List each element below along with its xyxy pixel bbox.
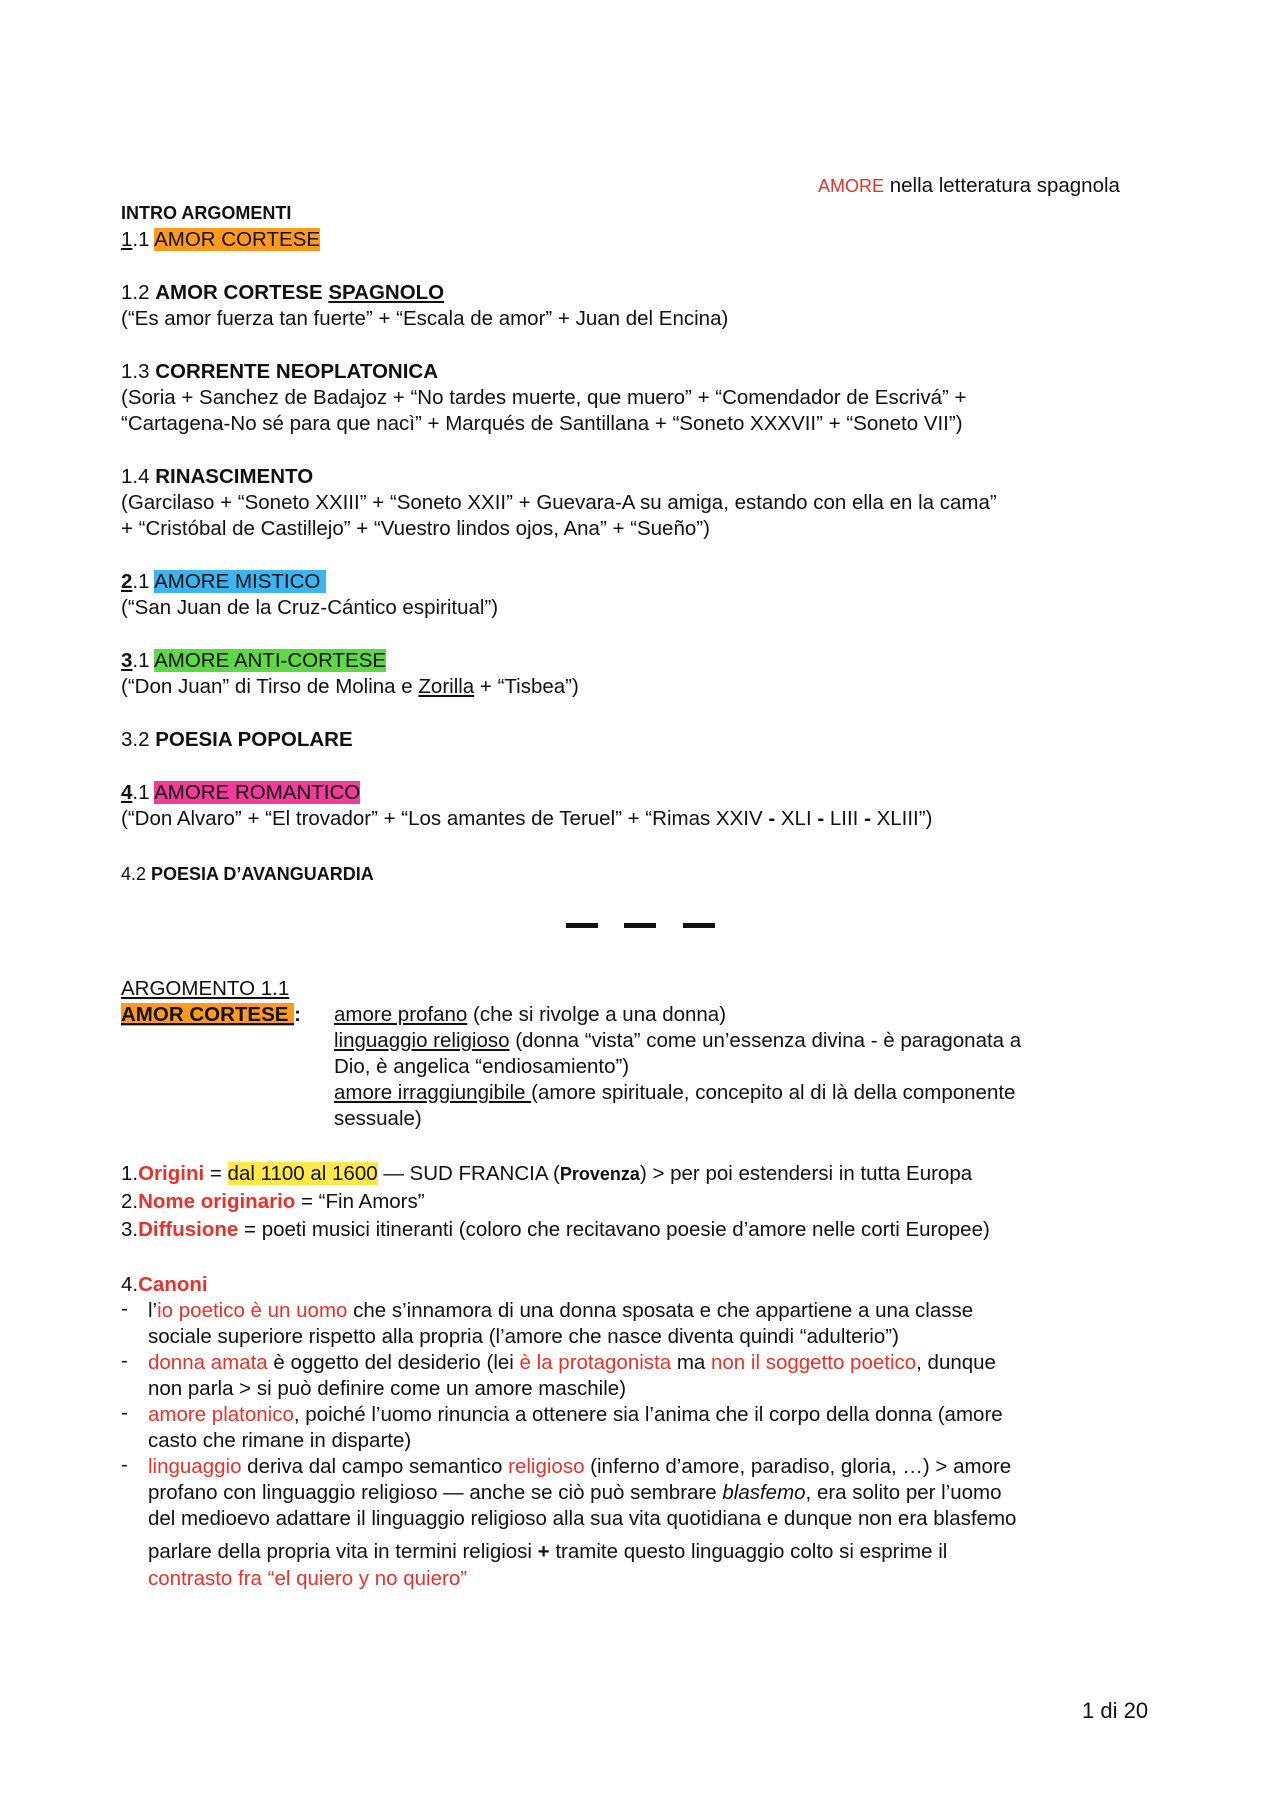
canone-text: profano con linguaggio religioso — anche se ciò può sembrare — [148, 1481, 723, 1504]
definition-text: (donna “vista” come un’essenza divina - è paragonata a — [509, 1029, 1022, 1052]
header-topic-word: AMORE — [818, 176, 885, 196]
desc-underlined: Zorilla — [418, 675, 475, 698]
definition-line-3 — [334, 1080, 1015, 1106]
definition-text: (che si rivolge a una donna) — [467, 1003, 727, 1026]
page-number: 1 di 20 — [1082, 1698, 1149, 1723]
intro-item-2-1-desc: (“San Juan de la Cruz-Cántico espiritual”) — [121, 596, 499, 619]
canone-2-line2: non parla > si può definire come un amore maschile) — [148, 1377, 627, 1400]
desc-separator: - — [864, 807, 871, 830]
canone-keyword: è la protagonista — [519, 1351, 672, 1374]
definition-keyword: amore profano — [334, 1003, 468, 1026]
intro-item-1-2 — [121, 280, 444, 306]
item-label: POESIA D’AVANGUARDIA — [151, 864, 374, 884]
canone-keyword: religioso — [508, 1455, 585, 1478]
document-header — [818, 173, 1120, 199]
item-number-minor: .1 — [132, 649, 155, 672]
argomento-heading: ARGOMENTO 1.1 — [121, 977, 290, 1000]
canone-text: è oggetto del desiderio (lei — [267, 1351, 520, 1374]
definition-colon: : — [294, 1003, 301, 1026]
item-label: AMOR CORTESE — [155, 281, 329, 304]
canone-1-line2: sociale superiore rispetto alla propria (l’amore che nasce diventa quindi “adulterio”) — [148, 1325, 899, 1348]
point-diffusione — [121, 1217, 990, 1243]
item-label: AMORE MISTICO — [154, 570, 326, 593]
desc-part: (“Don Juan” di Tirso de Molina e — [121, 675, 419, 698]
canone-2-line1 — [148, 1350, 996, 1376]
point-text: = poeti musici itineranti (coloro che recitavano poesie d’amore nelle corti Europee) — [238, 1218, 990, 1241]
desc-part: LIII — [824, 807, 865, 830]
point-nome-originario — [121, 1189, 425, 1215]
point-key: Nome originario — [138, 1190, 296, 1213]
point-origini — [121, 1161, 972, 1187]
definition-row-1 — [121, 1002, 301, 1028]
item-number: 4.2 — [121, 864, 152, 884]
point-number: 3. — [121, 1218, 139, 1241]
canone-text: (inferno d’amore, paradiso, gloria, …) > amore — [584, 1455, 1012, 1478]
canone-text: l’ — [148, 1299, 158, 1322]
intro-item-1-4 — [121, 464, 313, 490]
definition-keyword: amore irraggiungibile — [334, 1081, 532, 1104]
intro-item-4-1-desc — [121, 806, 932, 832]
definition-term: AMOR CORTESE — [121, 1003, 295, 1026]
intro-item-1-3-desc-line2: “Cartagena-No sé para que nacì” + Marqués de Santillana + “Soneto XXXVII” + “Soneto VII”) — [121, 412, 963, 435]
intro-item-1-2-desc: (“Es amor fuerza tan fuerte” + “Escala de amor” + Juan del Encina) — [121, 307, 729, 330]
header-topic-rest: nella letteratura spagnola — [884, 174, 1120, 197]
point-canoni — [121, 1272, 208, 1298]
desc-separator: - — [768, 807, 776, 830]
bullet-dash: - — [121, 1297, 128, 1320]
intro-item-1-1 — [121, 227, 320, 253]
canone-keyword: non il soggetto poetico — [711, 1351, 917, 1374]
divider-dash — [683, 923, 715, 928]
canone-1-line1 — [148, 1298, 973, 1324]
item-label: CORRENTE NEOPLATONICA — [155, 360, 439, 383]
definition-line-2 — [334, 1028, 1021, 1054]
bullet-dash: - — [121, 1453, 128, 1476]
canone-4-line5: contrasto fra “el quiero y no quiero” — [148, 1567, 468, 1590]
intro-item-1-4-desc-line2: + “Cristóbal de Castillejo” + “Vuestro lindos ojos, Ana” + “Sueño”) — [121, 517, 710, 540]
point-key: Canoni — [138, 1273, 208, 1296]
item-number-minor: .1 — [132, 570, 155, 593]
desc-part: + “Tisbea”) — [474, 675, 579, 698]
canone-text: deriva dal campo semantico — [241, 1455, 509, 1478]
desc-part: (“Don Alvaro” + “El trovador” + “Los amantes de Teruel” + “Rimas XXIV — [121, 807, 769, 830]
bullet-dash: - — [121, 1401, 128, 1424]
canone-4-line2 — [148, 1480, 1002, 1506]
point-bold: Provenza — [559, 1164, 640, 1184]
canone-text: , dunque — [916, 1351, 996, 1374]
item-number: 1 — [121, 228, 133, 251]
point-text: = — [204, 1162, 228, 1185]
plus-sign: + — [537, 1540, 550, 1563]
item-label-underlined: SPAGNOLO — [328, 281, 445, 304]
intro-item-1-3-desc-line1: (Soria + Sanchez de Badajoz + “No tardes muerte, que muero” + “Comendador de Escrivá” + — [121, 386, 967, 409]
canone-3-line1 — [148, 1402, 1003, 1428]
item-number: 2 — [121, 570, 133, 593]
canone-italic: blasfemo — [722, 1481, 806, 1504]
intro-item-4-2 — [121, 862, 374, 886]
item-number: 1.2 — [121, 281, 156, 304]
definition-keyword: linguaggio religioso — [334, 1029, 510, 1052]
point-number: 1. — [121, 1162, 139, 1185]
item-number-minor: .1 — [132, 228, 155, 251]
intro-item-1-4-desc-line1: (Garcilaso + “Soneto XXIII” + “Soneto XXII” + Guevara-A su amiga, estando con ella en la cama” — [121, 491, 997, 514]
intro-item-3-1-desc — [121, 674, 579, 700]
point-key: Origini — [138, 1162, 205, 1185]
divider-dash — [624, 923, 656, 928]
canone-keyword: amore platonico — [148, 1403, 294, 1426]
item-label: POESIA POPOLARE — [155, 728, 353, 751]
desc-part: XLI — [775, 807, 818, 830]
item-number: 3 — [121, 649, 133, 672]
item-number: 3.2 — [121, 728, 156, 751]
canone-4-line3: del medioevo adattare il linguaggio religioso alla sua vita quotidiana e dunque non era blasfemo — [148, 1507, 1017, 1530]
definition-line-2b: Dio, è angelica “endiosamiento”) — [334, 1055, 630, 1078]
intro-item-2-1 — [121, 569, 326, 595]
canone-text: , era solito per l’uomo — [805, 1481, 1002, 1504]
item-label: RINASCIMENTO — [155, 465, 314, 488]
canone-text: che s’innamora di una donna sposata e che appartiene a una classe — [347, 1299, 974, 1322]
definition-line-1 — [334, 1002, 726, 1028]
point-text: = “Fin Amors” — [295, 1190, 425, 1213]
desc-separator: - — [817, 807, 825, 830]
item-label: AMORE ANTI-CORTESE — [154, 649, 387, 672]
item-number: 1.3 — [121, 360, 156, 383]
divider-dash — [566, 923, 598, 928]
point-number: 4. — [121, 1273, 139, 1296]
intro-item-1-3 — [121, 359, 438, 385]
item-number-minor: .1 — [132, 781, 155, 804]
canone-text: ma — [671, 1351, 711, 1374]
intro-heading: INTRO ARGOMENTI — [121, 203, 292, 223]
canone-keyword: io poetico è un uomo — [157, 1299, 348, 1322]
desc-part: XLIII”) — [870, 807, 933, 830]
point-highlight: dal 1100 al 1600 — [227, 1162, 378, 1185]
point-number: 2. — [121, 1190, 139, 1213]
item-number: 4 — [121, 781, 133, 804]
canone-4-line4 — [148, 1539, 947, 1565]
canone-3-line2: casto che rimane in disparte) — [148, 1429, 412, 1452]
bullet-dash: - — [121, 1349, 128, 1372]
intro-item-3-2 — [121, 727, 353, 753]
canone-4-line1 — [148, 1454, 1011, 1480]
canone-keyword: donna amata — [148, 1351, 268, 1374]
item-number: 1.4 — [121, 465, 156, 488]
point-text: — SUD FRANCIA ( — [377, 1162, 560, 1185]
intro-item-4-1 — [121, 780, 360, 806]
definition-line-3b: sessuale) — [334, 1107, 422, 1130]
canone-text: tramite questo linguaggio colto si esprime il — [549, 1540, 948, 1563]
canone-text: parlare della propria vita in termini religiosi — [148, 1540, 538, 1563]
point-key: Diffusione — [138, 1218, 239, 1241]
canone-text: , poiché l’uomo rinuncia a ottenere sia l’anima che il corpo della donna (amore — [293, 1403, 1003, 1426]
point-text: ) > per poi estendersi in tutta Europa — [639, 1162, 973, 1185]
canone-keyword: linguaggio — [148, 1455, 242, 1478]
item-label: AMOR CORTESE — [154, 228, 320, 251]
item-label: AMORE ROMANTICO — [154, 781, 361, 804]
definition-text: (amore spirituale, concepito al di là della componente — [531, 1081, 1016, 1104]
intro-item-3-1 — [121, 648, 386, 674]
